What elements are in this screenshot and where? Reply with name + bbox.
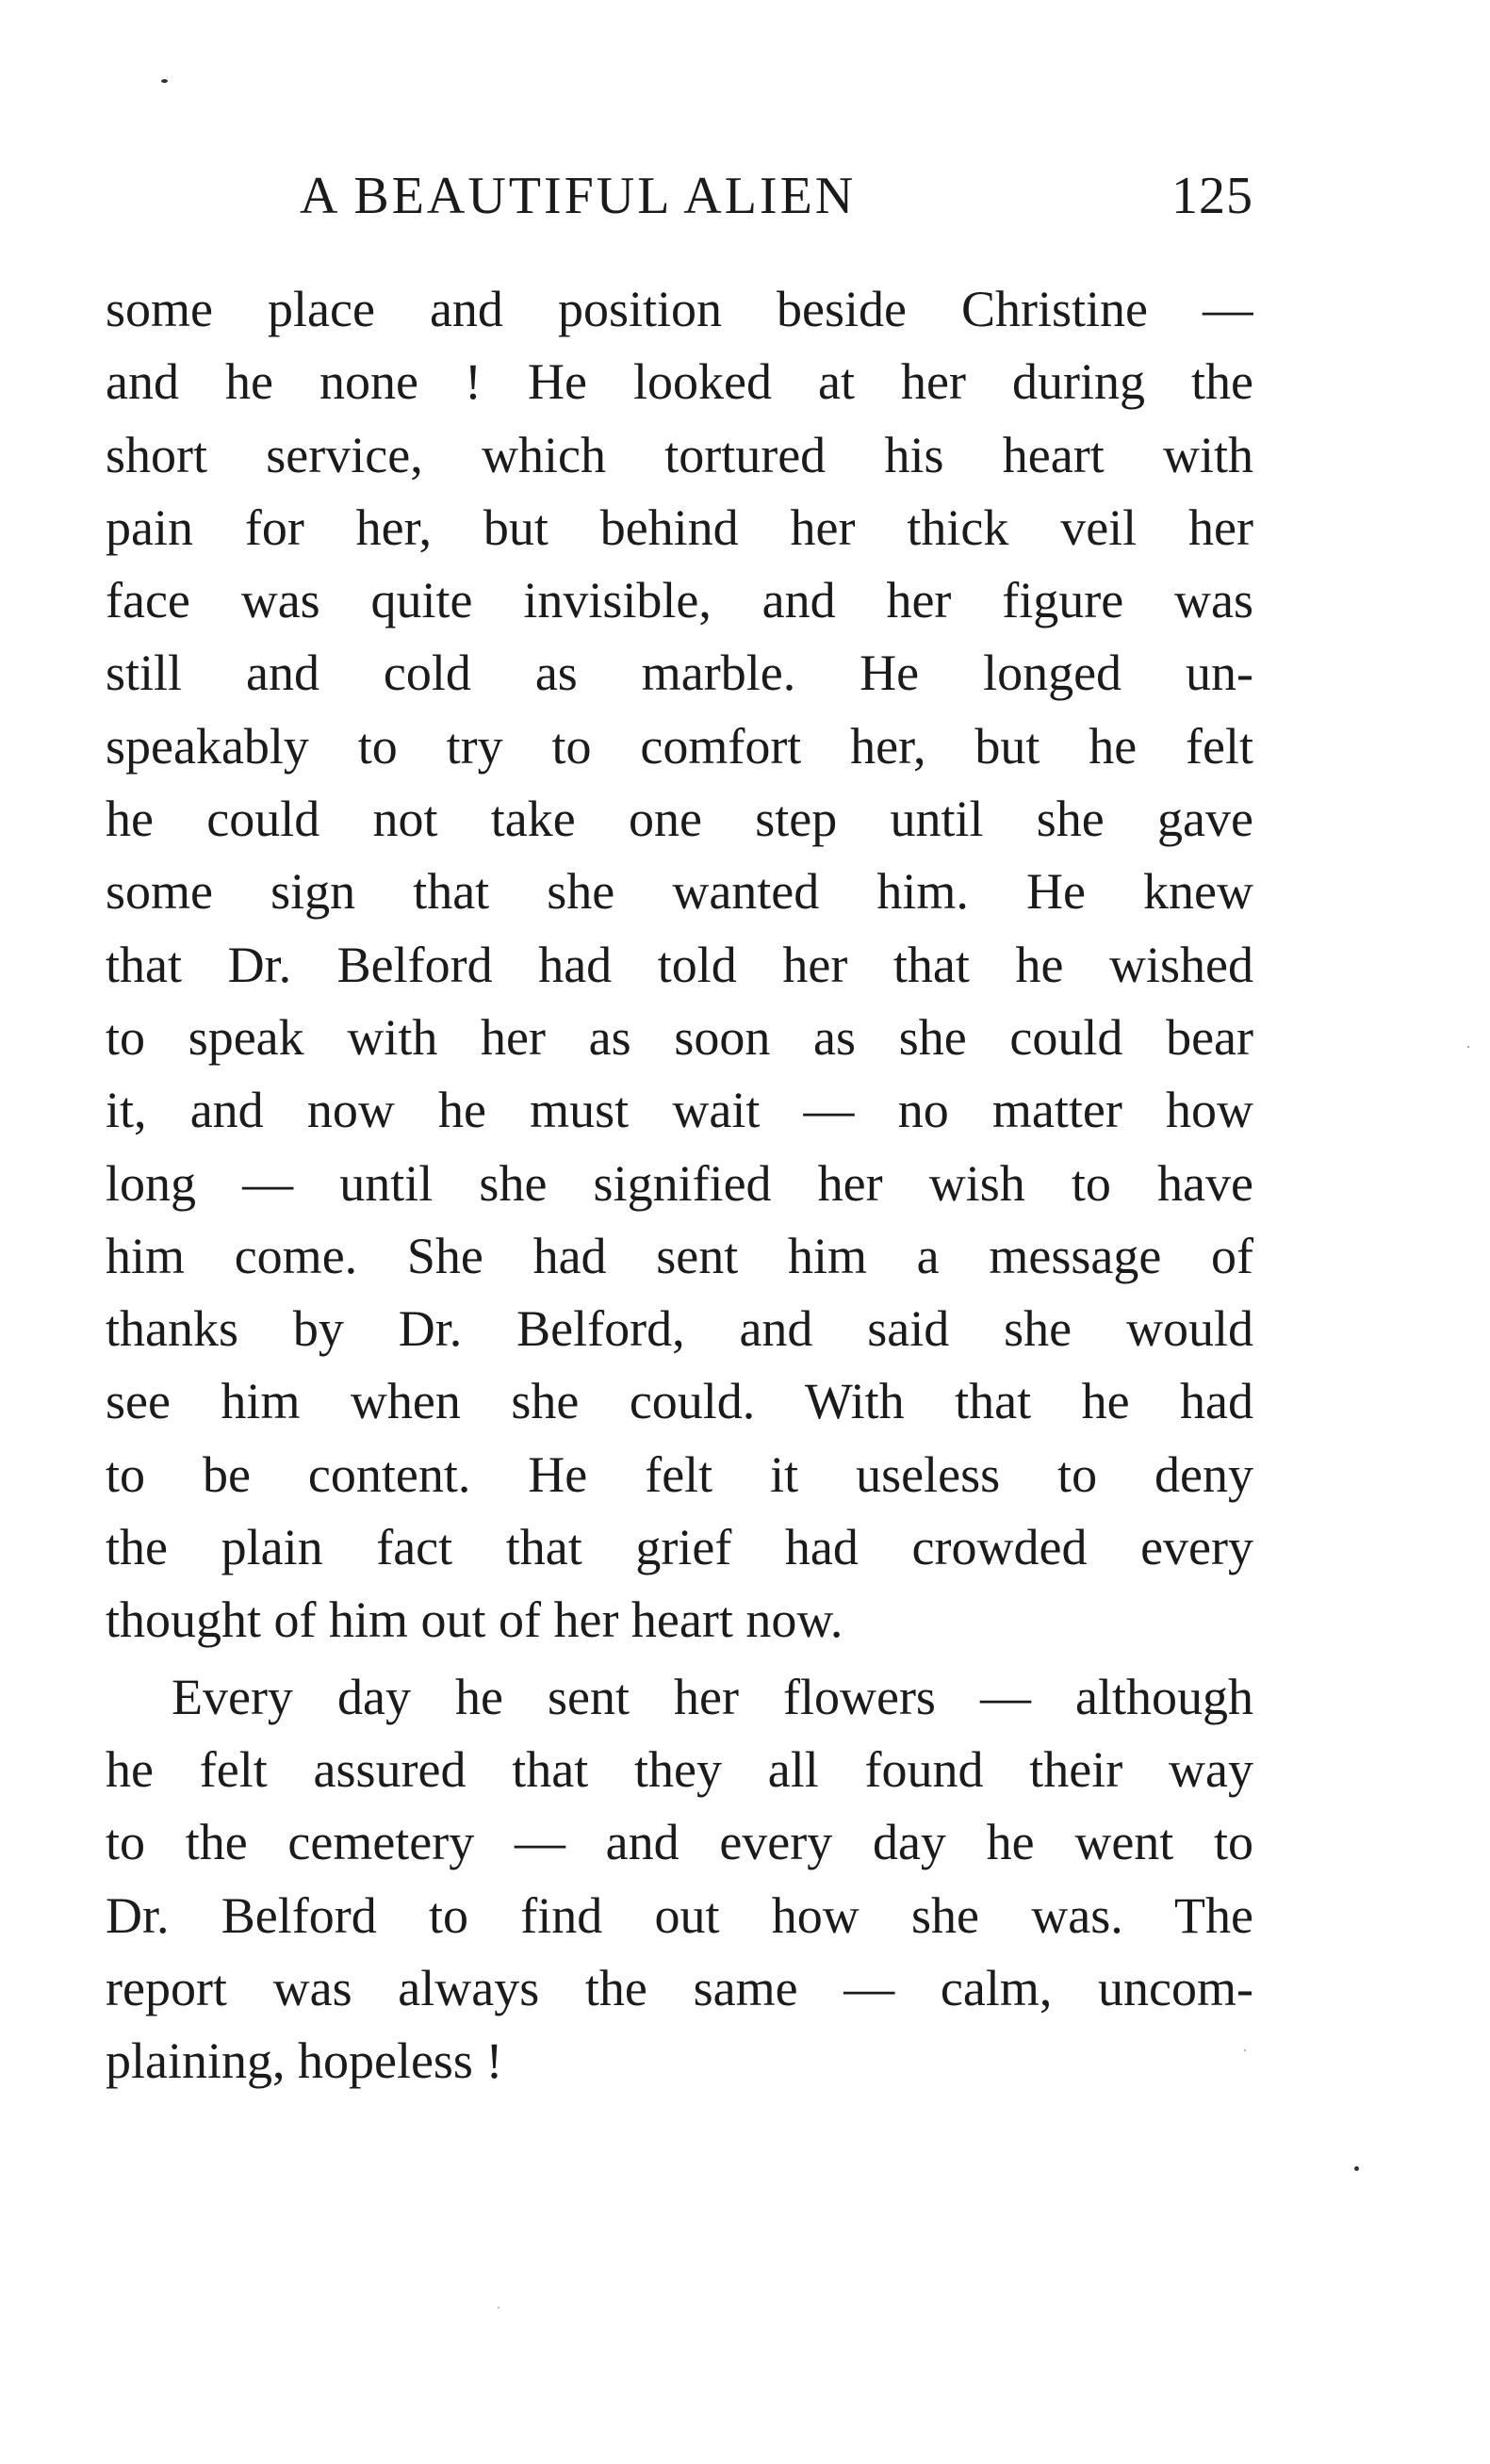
text-line: thought of him out of her heart now. xyxy=(106,1591,843,1649)
text-line: him come. She had sent him a message of xyxy=(106,1227,1253,1284)
paragraph xyxy=(106,273,1253,1657)
running-head xyxy=(300,166,1253,241)
text-line: to speak with her as soon as she could bear xyxy=(106,1008,1253,1066)
body-text xyxy=(106,273,1253,2097)
ink-speck xyxy=(161,79,168,83)
text-line: to the cemetery — and every day he went to xyxy=(106,1814,1253,1871)
running-head-title: A BEAUTIFUL ALIEN xyxy=(300,167,857,225)
text-line: Dr. Belford to find out how she was. The xyxy=(106,1886,1253,1944)
text-line: face was quite invisible, and her figure was xyxy=(106,572,1253,629)
text-line: plaining, hopeless ! xyxy=(106,2032,503,2090)
text-line: some sign that she wanted him. He knew xyxy=(106,863,1253,921)
text-line: and he none ! He looked at her during the xyxy=(106,353,1253,411)
text-line: speakably to try to comfort her, but he felt xyxy=(106,717,1253,775)
text-line: to be content. He felt it useless to deny xyxy=(106,1445,1253,1503)
text-line: report was always the same — calm, uncom- xyxy=(106,1959,1253,2016)
text-line: some place and position beside Christine — xyxy=(106,281,1253,337)
text-line: pain for her, but behind her thick veil her xyxy=(106,498,1253,556)
page-number: 125 xyxy=(1171,167,1253,225)
text-line: thanks by Dr. Belford, and said she would xyxy=(106,1300,1253,1358)
text-line: see him when she could. With that he had xyxy=(106,1373,1253,1430)
ink-speck xyxy=(1467,1046,1469,1048)
text-line: he could not take one step until she gave xyxy=(106,791,1253,848)
ink-speck xyxy=(1354,2166,1359,2171)
text-line: long — until she signified her wish to have xyxy=(106,1154,1253,1212)
text-line: Every day he sent her flowers — although xyxy=(172,1668,1253,1725)
text-line: it, and now he must wait — no matter how xyxy=(106,1082,1253,1139)
paragraph xyxy=(106,1661,1253,2098)
text-line: short service, which tortured his heart with xyxy=(106,426,1253,483)
text-line: the plain fact that grief had crowded every xyxy=(106,1519,1253,1576)
ink-speck xyxy=(498,2307,499,2309)
text-line: he felt assured that they all found their way xyxy=(106,1740,1253,1798)
text-line: still and cold as marble. He longed un- xyxy=(106,645,1253,702)
text-line: that Dr. Belford had told her that he wished xyxy=(106,936,1253,993)
